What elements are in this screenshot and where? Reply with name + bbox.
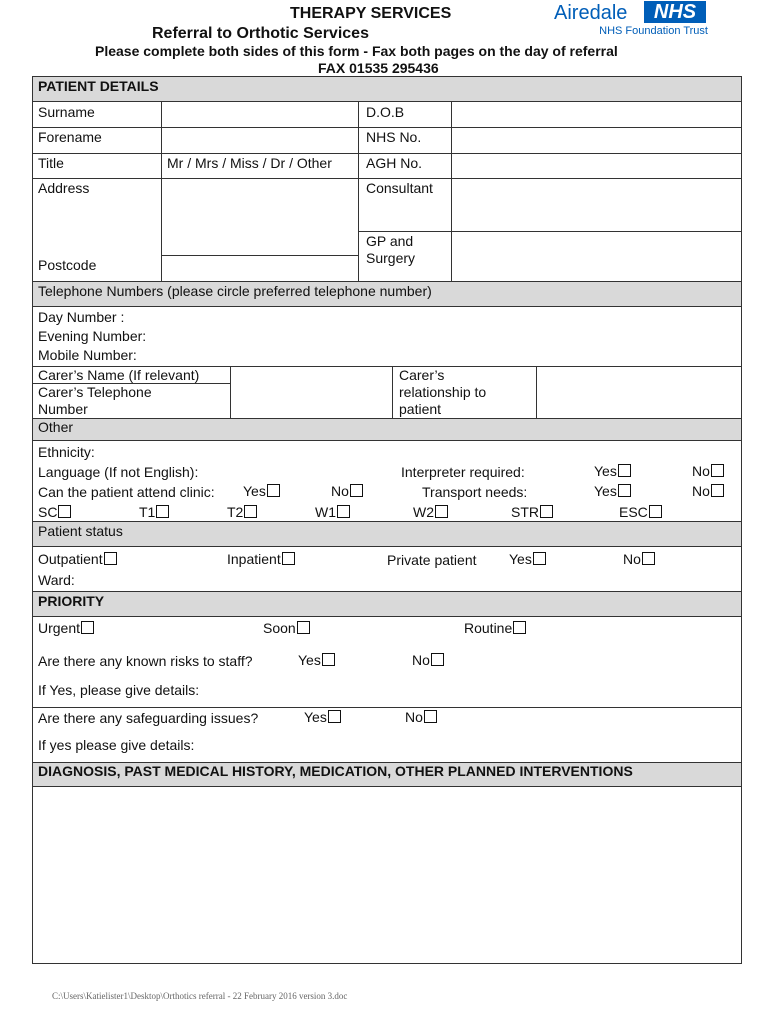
- safeguarding-details-field[interactable]: [220, 733, 740, 761]
- risks-no: [412, 652, 444, 669]
- gp-label-line2: Surgery: [366, 250, 416, 266]
- attend-yes-checkbox[interactable]: [267, 484, 280, 497]
- safeguarding-no: [405, 709, 437, 726]
- interpreter-no: [692, 463, 724, 480]
- day-number-label: Day Number :: [38, 309, 125, 325]
- surname-label: Surname: [38, 104, 95, 120]
- transport-no-checkbox[interactable]: [711, 484, 724, 497]
- sc-option: [38, 504, 71, 521]
- safeguarding-no-label: No: [405, 709, 423, 725]
- address-field[interactable]: [162, 179, 358, 255]
- t2-option: [227, 504, 257, 521]
- fax-number: FAX 01535 295436: [318, 60, 439, 76]
- diagnosis-heading: DIAGNOSIS, PAST MEDICAL HISTORY, MEDICATION, OTHER PLANNED INTERVENTIONS: [38, 763, 633, 779]
- title-options[interactable]: Mr / Mrs / Miss / Dr / Other: [167, 155, 332, 171]
- private-no: [623, 551, 655, 568]
- interpreter-yes-label: Yes: [594, 463, 617, 479]
- carer-relationship-field[interactable]: [537, 367, 740, 418]
- footer-path: C:\Users\Katielister1\Desktop\Orthotics referral - 22 February 2016 version 3.doc: [52, 991, 348, 1001]
- consultant-label: Consultant: [366, 180, 433, 196]
- safeguarding-yes-checkbox[interactable]: [328, 710, 341, 723]
- str-label: STR: [511, 504, 539, 520]
- transport-yes: [594, 483, 631, 500]
- carer-rel-label-2: relationship to: [399, 384, 487, 400]
- routine-label: Routine: [464, 620, 513, 636]
- attend-yes: [243, 483, 280, 500]
- attend-yes-label: Yes: [243, 483, 266, 499]
- priority-heading: PRIORITY: [38, 593, 105, 609]
- risks-yes: [298, 652, 335, 669]
- interpreter-label: Interpreter required:: [401, 464, 525, 480]
- interpreter-no-label: No: [692, 463, 710, 479]
- transport-label: Transport needs:: [422, 484, 528, 500]
- carer-rel-label-1: Carer’s: [399, 367, 445, 383]
- outpatient-label: Outpatient: [38, 551, 103, 567]
- patient-status-heading: Patient status: [38, 523, 123, 539]
- transport-yes-label: Yes: [594, 483, 617, 499]
- postcode-label: Postcode: [38, 257, 97, 273]
- nhs-badge: NHS: [644, 1, 706, 23]
- attend-no-checkbox[interactable]: [350, 484, 363, 497]
- esc-option: [619, 504, 662, 521]
- inpatient-label: Inpatient: [227, 551, 281, 567]
- ward-label: Ward:: [38, 572, 75, 588]
- consultant-field[interactable]: [452, 179, 741, 231]
- interpreter-yes-checkbox[interactable]: [618, 464, 631, 477]
- w1-label: W1: [315, 504, 336, 520]
- language-label: Language (If not English):: [38, 464, 199, 480]
- sc-label: SC: [38, 504, 58, 520]
- carer-rel-label-3: patient: [399, 401, 442, 417]
- routine-checkbox[interactable]: [513, 621, 526, 634]
- agh-no-label: AGH No.: [366, 155, 423, 171]
- soon-option: [263, 620, 310, 637]
- carer-name-label: Carer’s Name (If relevant): [38, 367, 200, 383]
- interpreter-yes: [594, 463, 631, 480]
- risks-details-field[interactable]: [230, 678, 740, 706]
- outpatient-option: [38, 551, 117, 568]
- transport-no: [692, 483, 724, 500]
- t1-label: T1: [139, 504, 156, 520]
- patient-details-heading: PATIENT DETAILS: [38, 78, 159, 94]
- transport-no-label: No: [692, 483, 710, 499]
- t1-checkbox[interactable]: [156, 505, 169, 518]
- attend-no: [331, 483, 363, 500]
- org-trust: NHS Foundation Trust: [599, 25, 708, 37]
- safeguarding-details-label: If yes please give details:: [38, 737, 195, 753]
- org-name: Airedale: [554, 2, 628, 24]
- safeguarding-yes-label: Yes: [304, 709, 327, 725]
- risks-yes-label: Yes: [298, 652, 321, 668]
- telephone-heading: Telephone Numbers (please circle preferred telephone number): [38, 283, 432, 299]
- str-checkbox[interactable]: [540, 505, 553, 518]
- address-label: Address: [38, 180, 90, 196]
- agh-no-field[interactable]: [452, 154, 741, 178]
- w2-checkbox[interactable]: [435, 505, 448, 518]
- form-instruction: Please complete both sides of this form - Fax both pages on the day of referral: [95, 43, 618, 59]
- inpatient-option: [227, 551, 295, 568]
- risks-no-checkbox[interactable]: [431, 653, 444, 666]
- private-yes-label: Yes: [509, 551, 532, 567]
- safeguarding-label: Are there any safeguarding issues?: [38, 710, 259, 726]
- carer-tel-label-1: Carer’s Telephone: [38, 384, 152, 400]
- forename-label: Forename: [38, 129, 102, 145]
- carer-tel-label-2: Number: [38, 401, 88, 417]
- w2-option: [413, 504, 448, 521]
- private-no-checkbox[interactable]: [642, 552, 655, 565]
- inpatient-checkbox[interactable]: [282, 552, 295, 565]
- sc-checkbox[interactable]: [58, 505, 71, 518]
- attend-clinic-label: Can the patient attend clinic:: [38, 484, 215, 500]
- carer-name-field[interactable]: [231, 367, 391, 418]
- urgent-option: [38, 620, 94, 637]
- t2-label: T2: [227, 504, 244, 520]
- title-label: Title: [38, 155, 64, 171]
- surname-field[interactable]: [162, 102, 358, 127]
- urgent-checkbox[interactable]: [81, 621, 94, 634]
- attend-no-label: No: [331, 483, 349, 499]
- form-subtitle: Referral to Orthotic Services: [152, 25, 369, 42]
- soon-label: Soon: [263, 620, 296, 636]
- dob-label: D.O.B: [366, 104, 405, 120]
- mobile-number-label: Mobile Number:: [38, 347, 137, 363]
- risks-yes-checkbox[interactable]: [322, 653, 335, 666]
- w1-option: [315, 504, 350, 521]
- risks-details-label: If Yes, please give details:: [38, 682, 200, 698]
- private-yes-checkbox[interactable]: [533, 552, 546, 565]
- diagnosis-field[interactable]: [33, 787, 741, 963]
- nhs-no-label: NHS No.: [366, 129, 422, 145]
- ethnicity-label: Ethnicity:: [38, 444, 95, 460]
- other-heading: Other: [38, 419, 74, 435]
- routine-option: [464, 620, 526, 637]
- str-option: [511, 504, 553, 521]
- t1-option: [139, 504, 169, 521]
- outpatient-checkbox[interactable]: [104, 552, 117, 565]
- risks-label: Are there any known risks to staff?: [38, 653, 253, 669]
- urgent-label: Urgent: [38, 620, 81, 636]
- private-patient-label: Private patient: [387, 552, 477, 568]
- dob-field[interactable]: [452, 102, 741, 127]
- soon-checkbox[interactable]: [297, 621, 310, 634]
- w1-checkbox[interactable]: [337, 505, 350, 518]
- gp-surgery-field[interactable]: [452, 232, 741, 281]
- safeguarding-yes: [304, 709, 341, 726]
- risks-no-label: No: [412, 652, 430, 668]
- esc-label: ESC: [619, 504, 648, 520]
- transport-yes-checkbox[interactable]: [618, 484, 631, 497]
- private-no-label: No: [623, 551, 641, 567]
- safeguarding-no-checkbox[interactable]: [424, 710, 437, 723]
- forename-field[interactable]: [162, 128, 358, 153]
- nhs-logo: [552, 0, 712, 40]
- t2-checkbox[interactable]: [244, 505, 257, 518]
- evening-number-label: Evening Number:: [38, 328, 147, 344]
- nhs-no-field[interactable]: [452, 128, 741, 153]
- w2-label: W2: [413, 504, 434, 520]
- esc-checkbox[interactable]: [649, 505, 662, 518]
- form-title: THERAPY SERVICES: [290, 5, 452, 22]
- phone-numbers-field[interactable]: [170, 307, 740, 365]
- gp-label-line1: GP and: [366, 233, 414, 249]
- private-yes: [509, 551, 546, 568]
- interpreter-no-checkbox[interactable]: [711, 464, 724, 477]
- postcode-field[interactable]: [162, 256, 358, 281]
